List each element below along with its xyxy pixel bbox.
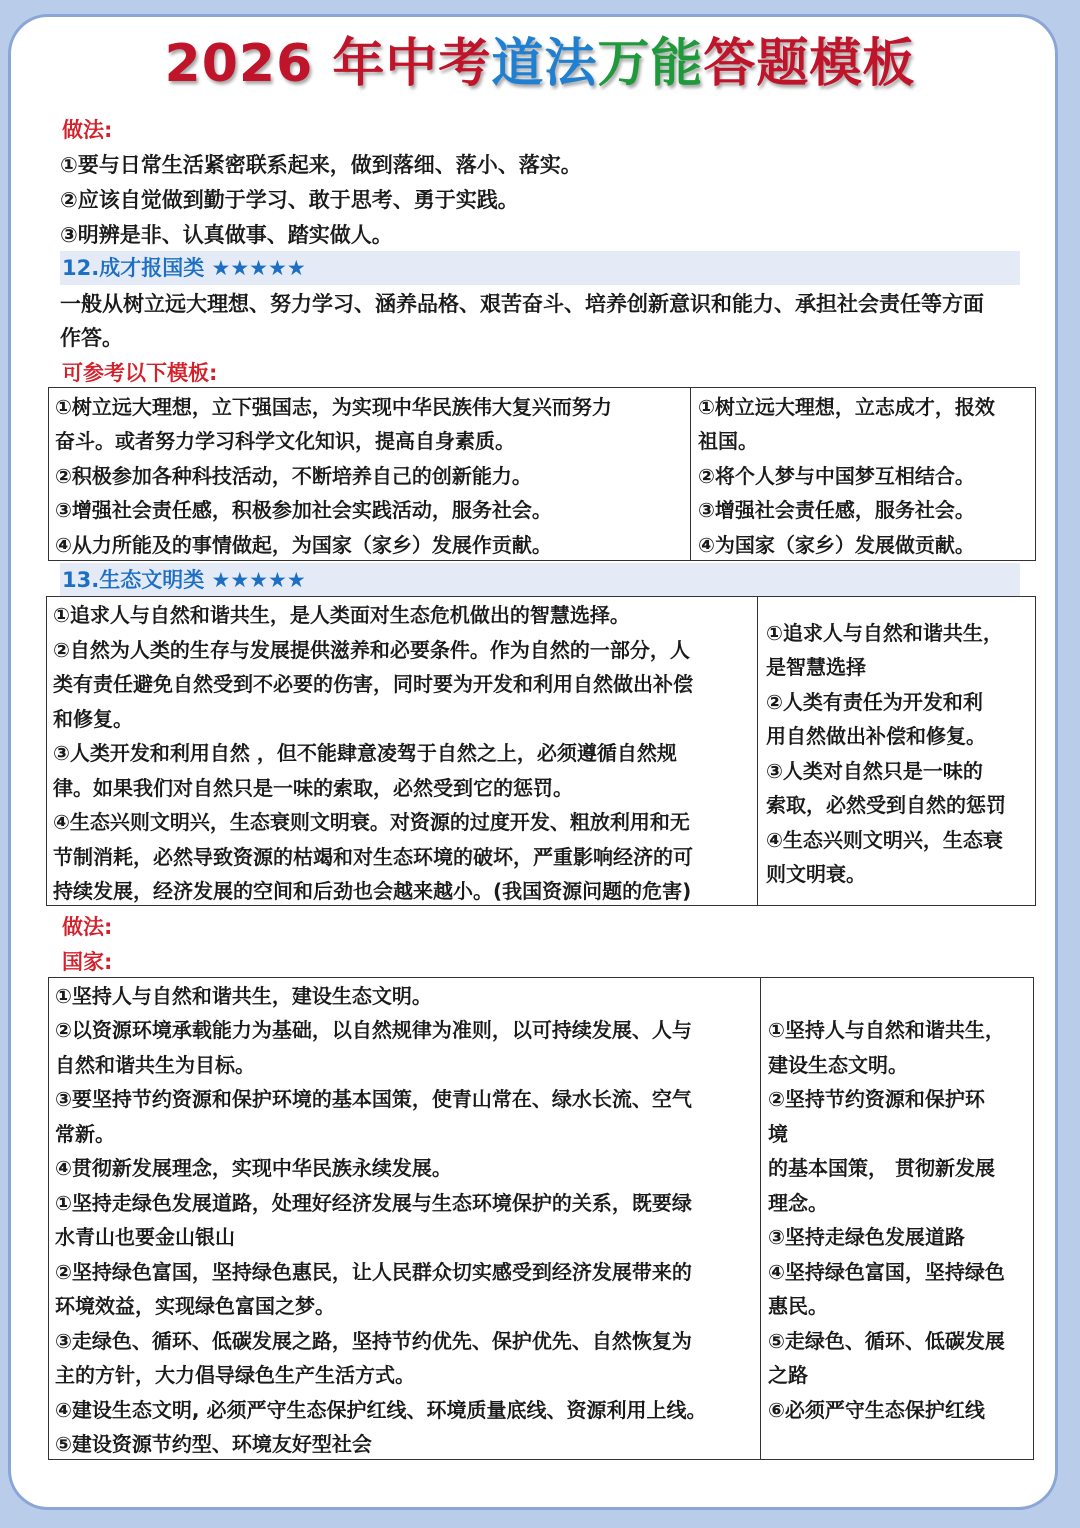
table-cell-line: ①坚持走绿色发展道路，处理好经济发展与生态环境保护的关系，既要绿 xyxy=(55,1191,692,1215)
table-cell-line: 理念。 xyxy=(768,1191,828,1215)
table-cell-line: ③坚持走绿色发展道路 xyxy=(768,1225,965,1249)
intro-heading: 做法: xyxy=(62,118,113,142)
intro-line: ①要与日常生活紧密联系起来，做到落细、落小、落实。 xyxy=(60,153,582,177)
table-cell-line: ④为国家（家乡）发展做贡献。 xyxy=(698,533,975,557)
table-cell-line: ⑤走绿色、循环、低碳发展 xyxy=(768,1329,1005,1353)
table-cell-line: ②以资源环境承载能力为基础，以自然规律为准则，以可持续发展、人与 xyxy=(55,1018,692,1042)
table-cell-line: ③增强社会责任感，服务社会。 xyxy=(698,498,975,522)
table-cell-line: ①追求人与自然和谐共生， xyxy=(766,621,1003,645)
reference-heading: 可参考以下模板: xyxy=(62,361,218,385)
table-cell-line: 建设生态文明。 xyxy=(768,1053,908,1077)
table-cell-line: 之路 xyxy=(768,1363,808,1387)
table-cell-line: ④从力所能及的事情做起，为国家（家乡）发展作贡献。 xyxy=(55,533,552,557)
table-cell-line: 境 xyxy=(768,1122,788,1146)
table-cell-line: ①树立远大理想，立下强国志，为实现中华民族伟大复兴而努力 xyxy=(55,395,612,419)
table-cell-line: ④生态兴则文明兴，生态衰 xyxy=(766,828,1003,852)
table-cell-line: ②坚持节约资源和保护环 xyxy=(768,1087,985,1111)
table-cell-line: ②坚持绿色富国，坚持绿色惠民，让人民群众切实感受到经济发展带来的 xyxy=(55,1260,692,1284)
table-cell-line: 祖国。 xyxy=(698,429,758,453)
table-cell-line: ④坚持绿色富国，坚持绿色 xyxy=(768,1260,1005,1284)
table-cell-line: ①树立远大理想，立志成才，报效 xyxy=(698,395,995,419)
table-cell-line: 的基本国策， 贯彻新发展 xyxy=(768,1156,995,1180)
table-cell-line: ④贯彻新发展理念，实现中华民族永续发展。 xyxy=(55,1156,452,1180)
title-part-3: 万能 xyxy=(597,34,704,94)
table-cell-line: ③人类对自然只是一味的 xyxy=(766,759,983,783)
table-cell-line: ⑥必须严守生态保护红线 xyxy=(768,1398,985,1422)
title-part-2: 道法 xyxy=(491,34,598,94)
table-cell-line: 用自然做出补偿和修复。 xyxy=(766,724,986,748)
table-cell-line: 律。如果我们对自然只是一味的索取，必然受到它的惩罚。 xyxy=(53,776,573,800)
method-heading: 做法: xyxy=(62,915,113,939)
table-cell-line: ③增强社会责任感，积极参加社会实践活动，服务社会。 xyxy=(55,498,552,522)
page-title xyxy=(0,32,1080,96)
table-cell-line: ④生态兴则文明兴，生态衰则文明衰。对资源的过度开发、粗放利用和无 xyxy=(53,810,690,834)
table-divider xyxy=(760,977,761,1460)
table-cell-line: ①追求人与自然和谐共生，是人类面对生态危机做出的智慧选择。 xyxy=(53,603,630,627)
table-cell-line: 索取，必然受到自然的惩罚 xyxy=(766,793,1006,817)
country-heading: 国家: xyxy=(62,950,113,974)
table-cell-line: 类有责任避免自然受到不必要的伤害，同时要为开发和利用自然做出补偿 xyxy=(53,672,693,696)
intro-line: ②应该自觉做到勤于学习、敢于思考、勇于实践。 xyxy=(60,188,519,212)
table-cell-line: 奋斗。或者努力学习科学文化知识，提高自身素质。 xyxy=(55,429,515,453)
section-12-desc: 一般从树立远大理想、努力学习、涵养品格、艰苦奋斗、培养创新意识和能力、承担社会责任等方面 xyxy=(60,292,984,316)
table-cell-line: ⑤建设资源节约型、环境友好型社会 xyxy=(55,1432,372,1456)
table-cell-line: ④建设生态文明, 必须严守生态保护红线、环境质量底线、资源利用上线。 xyxy=(55,1398,707,1422)
section-12-title: 12.成才报国类 ★★★★★ xyxy=(62,256,306,280)
table-cell-line: ②自然为人类的生存与发展提供滋养和必要条件。作为自然的一部分，人 xyxy=(53,638,690,662)
table-cell-line: ③人类开发和利用自然 ，但不能肆意凌驾于自然之上，必须遵循自然规 xyxy=(53,741,677,765)
table-cell-line: ③要坚持节约资源和保护环境的基本国策，使青山常在、绿水长流、空气 xyxy=(55,1087,692,1111)
intro-line: ③明辨是非、认真做事、踏实做人。 xyxy=(60,223,393,247)
table-cell-line: 节制消耗，必然导致资源的枯竭和对生态环境的破坏，严重影响经济的可 xyxy=(53,845,693,869)
table-cell-line: ③走绿色、循环、低碳发展之路，坚持节约优先、保护优先、自然恢复为 xyxy=(55,1329,692,1353)
table-cell-line: 自然和谐共生为目标。 xyxy=(55,1053,255,1077)
table-cell-line: ②将个人梦与中国梦互相结合。 xyxy=(698,464,975,488)
table-cell-line: 环境效益，实现绿色富国之梦。 xyxy=(55,1294,335,1318)
table-cell-line: 水青山也要金山银山 xyxy=(55,1225,235,1249)
table-cell-line: 是智慧选择 xyxy=(766,655,866,679)
table-divider xyxy=(757,596,758,906)
table-cell-line: 主的方针，大力倡导绿色生产生活方式。 xyxy=(55,1363,415,1387)
table-cell-line: 持续发展，经济发展的空间和后劲也会越来越小。(我国资源问题的危害) xyxy=(53,879,692,903)
table-cell-line: ①坚持人与自然和谐共生，建设生态文明。 xyxy=(55,984,432,1008)
section-13-title: 13.生态文明类 ★★★★★ xyxy=(62,568,306,592)
table-cell-line: ①坚持人与自然和谐共生， xyxy=(768,1018,1005,1042)
title-part-1: 2026 年中考 xyxy=(164,34,492,94)
table-cell-line: 和修复。 xyxy=(53,707,133,731)
table-cell-line: 常新。 xyxy=(55,1122,115,1146)
title-part-4: 答题模板 xyxy=(703,34,916,94)
table-cell-line: 则文明衰。 xyxy=(766,862,866,886)
table-divider xyxy=(690,387,691,561)
table-cell-line: 惠民。 xyxy=(768,1294,828,1318)
table-cell-line: ②积极参加各种科技活动，不断培养自己的创新能力。 xyxy=(55,464,532,488)
section-12-desc: 作答。 xyxy=(60,326,123,350)
table-cell-line: ②人类有责任为开发和利 xyxy=(766,690,983,714)
